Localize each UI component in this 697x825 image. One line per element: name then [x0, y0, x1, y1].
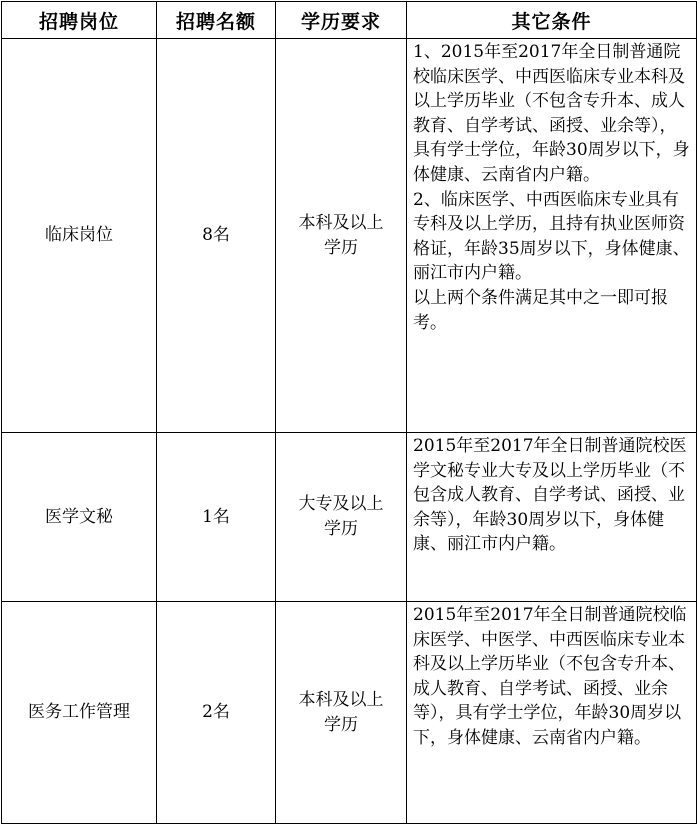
table-row: [2, 39, 697, 433]
header-education: 学历要求: [276, 2, 407, 39]
education-cell: [276, 433, 407, 602]
condition-paragraph: 以上两个条件满足其中之一即可报考。: [413, 287, 668, 333]
position-cell: 医务工作管理: [2, 602, 157, 824]
condition-paragraph: 1、2015年至2017年全日制普通院校临床医学、中西医临床专业本科及以上学历毕业（不包含专升本、成人教育、自学考试、函授、业余等），具有学士学位，年龄30周岁以下，身体健康、云南省内户籍。: [413, 42, 690, 185]
education-text: 本科及以上学历: [298, 689, 384, 735]
conditions-cell: [407, 602, 697, 824]
quota-cell: 2名: [157, 602, 276, 824]
quota-cell: 1名: [157, 433, 276, 602]
header-conditions: 其它条件: [407, 2, 697, 39]
education-text: 大专及以上学历: [298, 494, 384, 539]
condition-paragraph: 2015年至2017年全日制普通院校医学文秘专业大专及以上学历毕业（不包含成人教育、自学考试、函授、业余等），年龄30周岁以下，身体健康、丽江市内户籍。: [413, 436, 687, 555]
header-position: 招聘岗位: [2, 2, 157, 39]
table-row: [2, 602, 697, 824]
header-quota: 招聘名额: [157, 2, 276, 39]
table-body: [2, 39, 697, 824]
condition-paragraph: 2015年至2017年全日制普通院校临床医学、中医学、中西医临床专业本科及以上学历毕业（不包含专升本、成人教育、自学考试、函授、业余等），具有学士学位，年龄30周岁以下，身体健康、云南省内户籍。: [413, 605, 687, 748]
conditions-cell: [407, 433, 697, 602]
condition-paragraph: 2、临床医学、中西医临床专业具有专科及以上学历，且持有执业医师资格证，年龄35周岁以下，身体健康、丽江市内户籍。: [413, 189, 690, 284]
conditions-cell: [407, 39, 697, 433]
table-header: [2, 2, 697, 39]
quota-cell: 8名: [157, 39, 276, 433]
position-cell: 临床岗位: [2, 39, 157, 433]
header-row: [2, 2, 697, 39]
recruitment-table: [1, 1, 697, 824]
education-cell: [276, 602, 407, 824]
position-cell: 医学文秘: [2, 433, 157, 602]
table-row: [2, 433, 697, 602]
education-text: 本科及以上学历: [298, 212, 384, 258]
education-cell: [276, 39, 407, 433]
